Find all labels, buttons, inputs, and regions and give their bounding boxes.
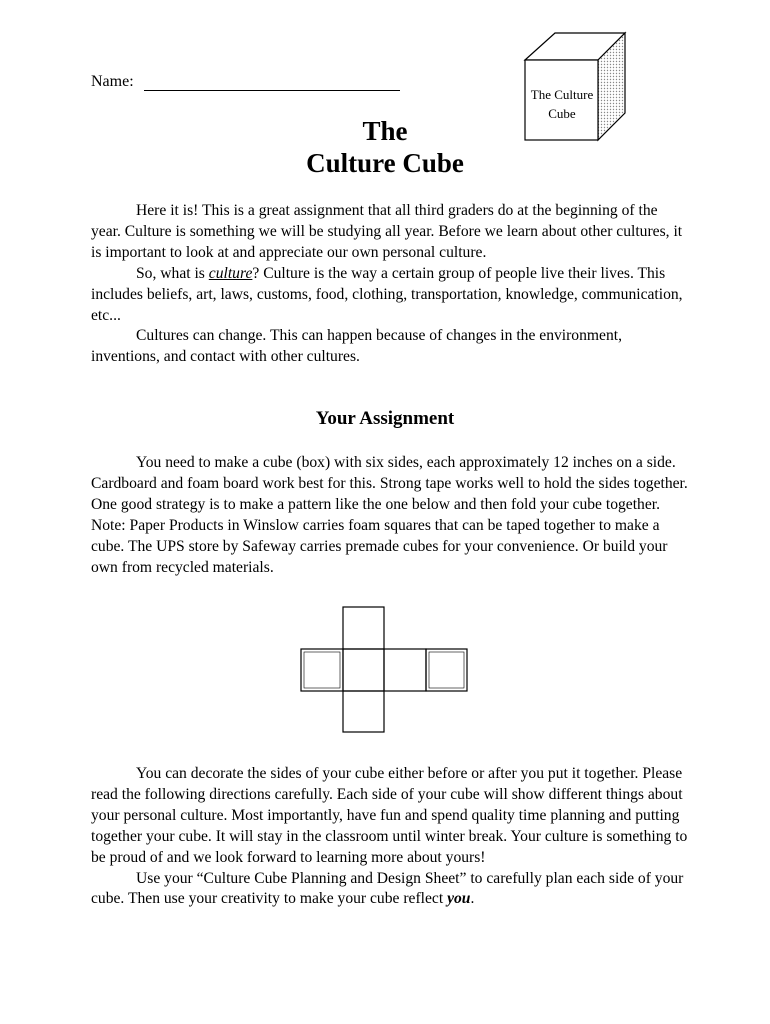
name-label: Name:: [91, 73, 134, 90]
net-square-bottom: [343, 691, 384, 732]
closing-p2-after: .: [470, 890, 475, 908]
closing-paragraph-2: [91, 869, 691, 911]
assignment-section: [91, 453, 691, 578]
culture-term: culture: [208, 264, 253, 282]
assignment-paragraph: You need to make a cube (box) with six sides, each approximately 12 inches on a side. Cardboard and foam board work best for this. Strong tape works well to hold the sides together. One good strategy is to make a pattern like the one below and then fold your cube together. Note: Paper Products in Winslow carries foam squares that can be taped together to make a cube. The UPS store by Safeway carries premade cubes for your convenience. Or build your own from recycled materials.: [91, 454, 688, 576]
cube-label-line2: Cube: [548, 106, 576, 121]
net-square-top: [343, 607, 384, 649]
closing-section: [91, 764, 691, 910]
page-title: [0, 115, 770, 179]
assignment-heading: Your Assignment: [315, 408, 455, 429]
you-emphasis: you: [447, 890, 471, 908]
closing-paragraph-1: You can decorate the sides of your cube either before or after you put it together. Please read the following directions carefully. Each side of your cube will show different things about your personal culture. Most importantly, have fun and spend quality time planning and putting together your cube. It will stay in the classroom until winter break. Your culture is something to be proud of and we look forward to learning more about yours!: [91, 765, 688, 866]
intro-paragraph-3: Cultures can change. This can happen because of changes in the environment, inventions, and contact with other cultures.: [91, 327, 622, 366]
intro-paragraph-2: [91, 264, 691, 327]
cube-label-line1: The Culture: [530, 87, 594, 102]
name-blank-line[interactable]: [144, 74, 400, 91]
net-square-right: [384, 649, 426, 691]
net-square-far-right: [426, 649, 467, 691]
closing-p2-before: Use your “Culture Cube Planning and Design Sheet” to carefully plan each side of your cube. Then use your creativity to make your cube reflect: [91, 869, 684, 908]
p2-before: So, what is: [136, 264, 209, 282]
net-square-center: [343, 649, 384, 691]
p2-after: ? Culture is the way a certain group of people live their lives. This includes beliefs, art, laws, customs, food, clothing, transportation, knowledge, communication, etc...: [91, 264, 683, 324]
intro-section: [91, 201, 691, 368]
intro-paragraph-1: Here it is! This is a great assignment that all third graders do at the beginning of the year. Culture is something we will be studying all year. Before we learn about other cultures, it is important to look at and appreciate our own personal culture.: [91, 202, 683, 261]
title-line2: Culture Cube: [306, 148, 464, 178]
cube-net-diagram: [300, 606, 468, 733]
net-square-left: [301, 649, 343, 691]
name-field-row: [91, 73, 400, 91]
title-line1: The: [362, 116, 408, 146]
